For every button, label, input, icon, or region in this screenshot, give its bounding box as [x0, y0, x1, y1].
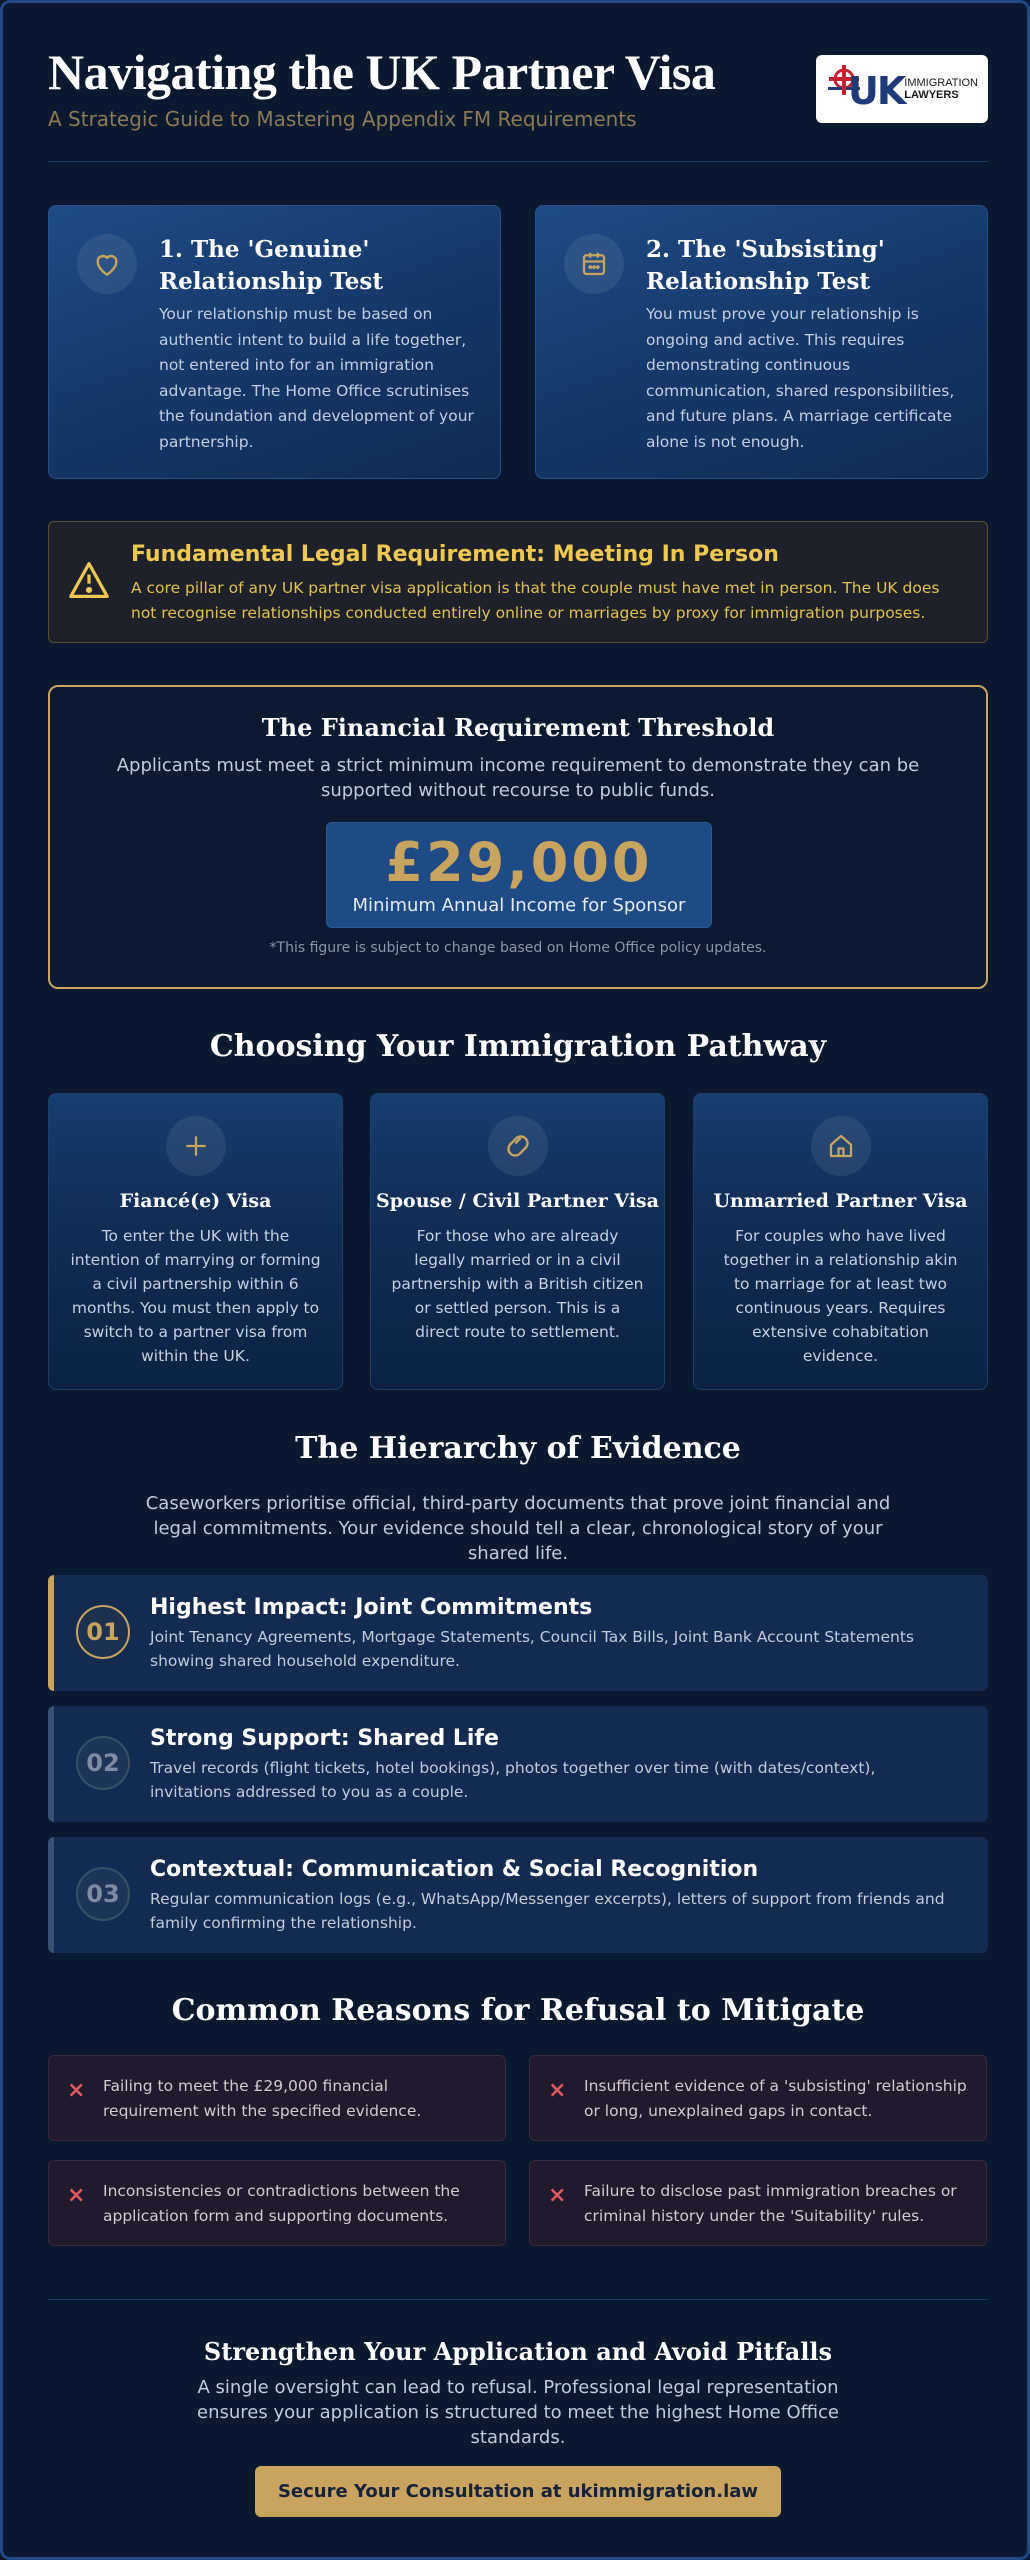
pathway-body: For couples who have lived together in a relationship akin to marriage for at least two continuous years. Requires extensive cohabitation evidence.: [723, 1227, 958, 1365]
refusal-text: Insufficient evidence of a 'subsisting' relationship or long, unexplained gaps in contact.: [584, 2077, 967, 2120]
evidence-rank-badge: 01: [76, 1605, 130, 1659]
heart-icon: [77, 234, 137, 294]
evidence-rank-badge: 02: [76, 1736, 130, 1790]
home-icon: [811, 1116, 871, 1176]
refusal-text: Inconsistencies or contradictions between the application form and supporting documents.: [103, 2182, 460, 2225]
financial-requirement-panel: [48, 685, 988, 989]
card-title: 1. The 'Genuine' Relationship Test: [159, 236, 383, 295]
evidence-item-body: Regular communication logs (e.g., WhatsApp/Messenger excerpts), letters of support from friends and family confirming the relationship.: [150, 1890, 945, 1932]
evidence-item-body: Travel records (flight tickets, hotel bookings), photos together over time (with dates/context), invitations addressed to you as a couple.: [150, 1759, 876, 1801]
footer-divider: [48, 2299, 988, 2300]
evidence-item-title: Highest Impact: Joint Commitments: [150, 1595, 593, 1620]
evidence-title: The Hierarchy of Evidence: [295, 1431, 741, 1466]
calendar-icon: [564, 234, 624, 294]
header-divider: [48, 161, 988, 162]
fiance-visa-card: [48, 1093, 343, 1390]
evidence-item-title: Strong Support: Shared Life: [150, 1726, 499, 1751]
card-title: 2. The 'Subsisting' Relationship Test: [646, 236, 885, 295]
income-amount-box: [326, 822, 712, 928]
card-body: Your relationship must be based on authentic intent to build a life together, not entered into for an immigration advantage. The Home Office scrutinises the foundation and development of your partnership.: [159, 305, 474, 451]
consultation-button[interactable]: Secure Your Consultation at ukimmigration.law: [255, 2466, 781, 2517]
cta-title: Strengthen Your Application and Avoid Pitfalls: [203, 2337, 833, 2366]
refusal-item: [529, 2055, 987, 2141]
pathway-title: Unmarried Partner Visa: [713, 1190, 968, 1212]
evidence-description: Caseworkers prioritise official, third-party documents that prove joint financial and legal commitments. Your evidence should tell a clear, chronological story of your shared life.: [145, 1493, 891, 1564]
cta-description: A single oversight can lead to refusal. Professional legal representation ensures your application is structured to meet the highest Home Office standards.: [197, 2377, 839, 2448]
refusal-item: [48, 2160, 506, 2246]
income-amount: £29,000: [385, 831, 653, 894]
genuine-test-card: [48, 205, 501, 479]
card-body: You must prove your relationship is ongoing and active. This requires demonstrating continuous communication, shared responsibilities, and future plans. A marriage certificate alone is not enough.: [646, 305, 955, 451]
logo-line-1: IMMIGRATION: [904, 77, 978, 89]
pathway-body: For those who are already legally married or in a civil partnership with a British citizen or settled person. This is a direct route to settlement.: [391, 1227, 644, 1341]
refusal-text: Failing to meet the £29,000 financial requirement with the specified evidence.: [103, 2077, 422, 2120]
close-icon: ×: [67, 2078, 86, 2103]
pathway-body: To enter the UK with the intention of marrying or forming a civil partnership within 6 months. You must then apply to switch to a partner visa from within the UK.: [70, 1227, 321, 1365]
refusal-text: Failure to disclose past immigration breaches or criminal history under the 'Suitability' rules.: [584, 2182, 957, 2225]
in-person-alert: [48, 521, 988, 643]
financial-note: *This figure is subject to change based on Home Office policy updates.: [269, 940, 767, 956]
income-amount-label: Minimum Annual Income for Sponsor: [352, 895, 686, 916]
financial-description: Applicants must meet a strict minimum income requirement to demonstrate they can be supported without recourse to public funds.: [116, 755, 920, 801]
evidence-item-communication: [48, 1837, 988, 1953]
close-icon: ×: [548, 2183, 567, 2208]
page-title: Navigating the UK Partner Visa: [48, 44, 716, 100]
close-icon: ×: [548, 2078, 567, 2103]
alert-body: A core pillar of any UK partner visa application is that the couple must have met in person. The UK does not recognise relationships conducted entirely online or marriages by proxy for immigration purposes.: [131, 579, 940, 622]
rings-icon: [488, 1116, 548, 1176]
pathway-title: Fiancé(e) Visa: [119, 1190, 272, 1212]
unmarried-partner-visa-card: [693, 1093, 988, 1390]
pathway-title: Spouse / Civil Partner Visa: [376, 1190, 659, 1212]
plus-icon: [166, 1116, 226, 1176]
warning-icon: [67, 560, 111, 600]
refusals-title: Common Reasons for Refusal to Mitigate: [171, 1993, 865, 2028]
subsisting-test-card: [535, 205, 988, 479]
financial-title: The Financial Requirement Threshold: [261, 713, 775, 742]
page-subtitle: A Strategic Guide to Mastering Appendix FM Requirements: [48, 107, 637, 131]
evidence-item-joint-commitments: [48, 1575, 988, 1691]
logo-line-2: LAWYERS: [904, 89, 959, 101]
evidence-item-shared-life: [48, 1706, 988, 1822]
evidence-item-title: Contextual: Communication & Social Recognition: [150, 1857, 759, 1882]
header: [48, 43, 988, 163]
alert-title: Fundamental Legal Requirement: Meeting In Person: [131, 542, 779, 567]
evidence-rank-badge: 03: [76, 1867, 130, 1921]
evidence-item-body: Joint Tenancy Agreements, Mortgage Statements, Council Tax Bills, Joint Bank Account Statements showing shared household expenditure.: [150, 1628, 914, 1670]
logo-mark: [826, 63, 905, 115]
refusal-item: [48, 2055, 506, 2141]
pathways-title: Choosing Your Immigration Pathway: [209, 1029, 827, 1064]
close-icon: ×: [67, 2183, 86, 2208]
company-logo[interactable]: [816, 55, 988, 123]
refusal-item: [529, 2160, 987, 2246]
logo-text: [904, 77, 978, 101]
logo-uk-text: UK: [848, 69, 905, 113]
spouse-visa-card: [370, 1093, 665, 1390]
